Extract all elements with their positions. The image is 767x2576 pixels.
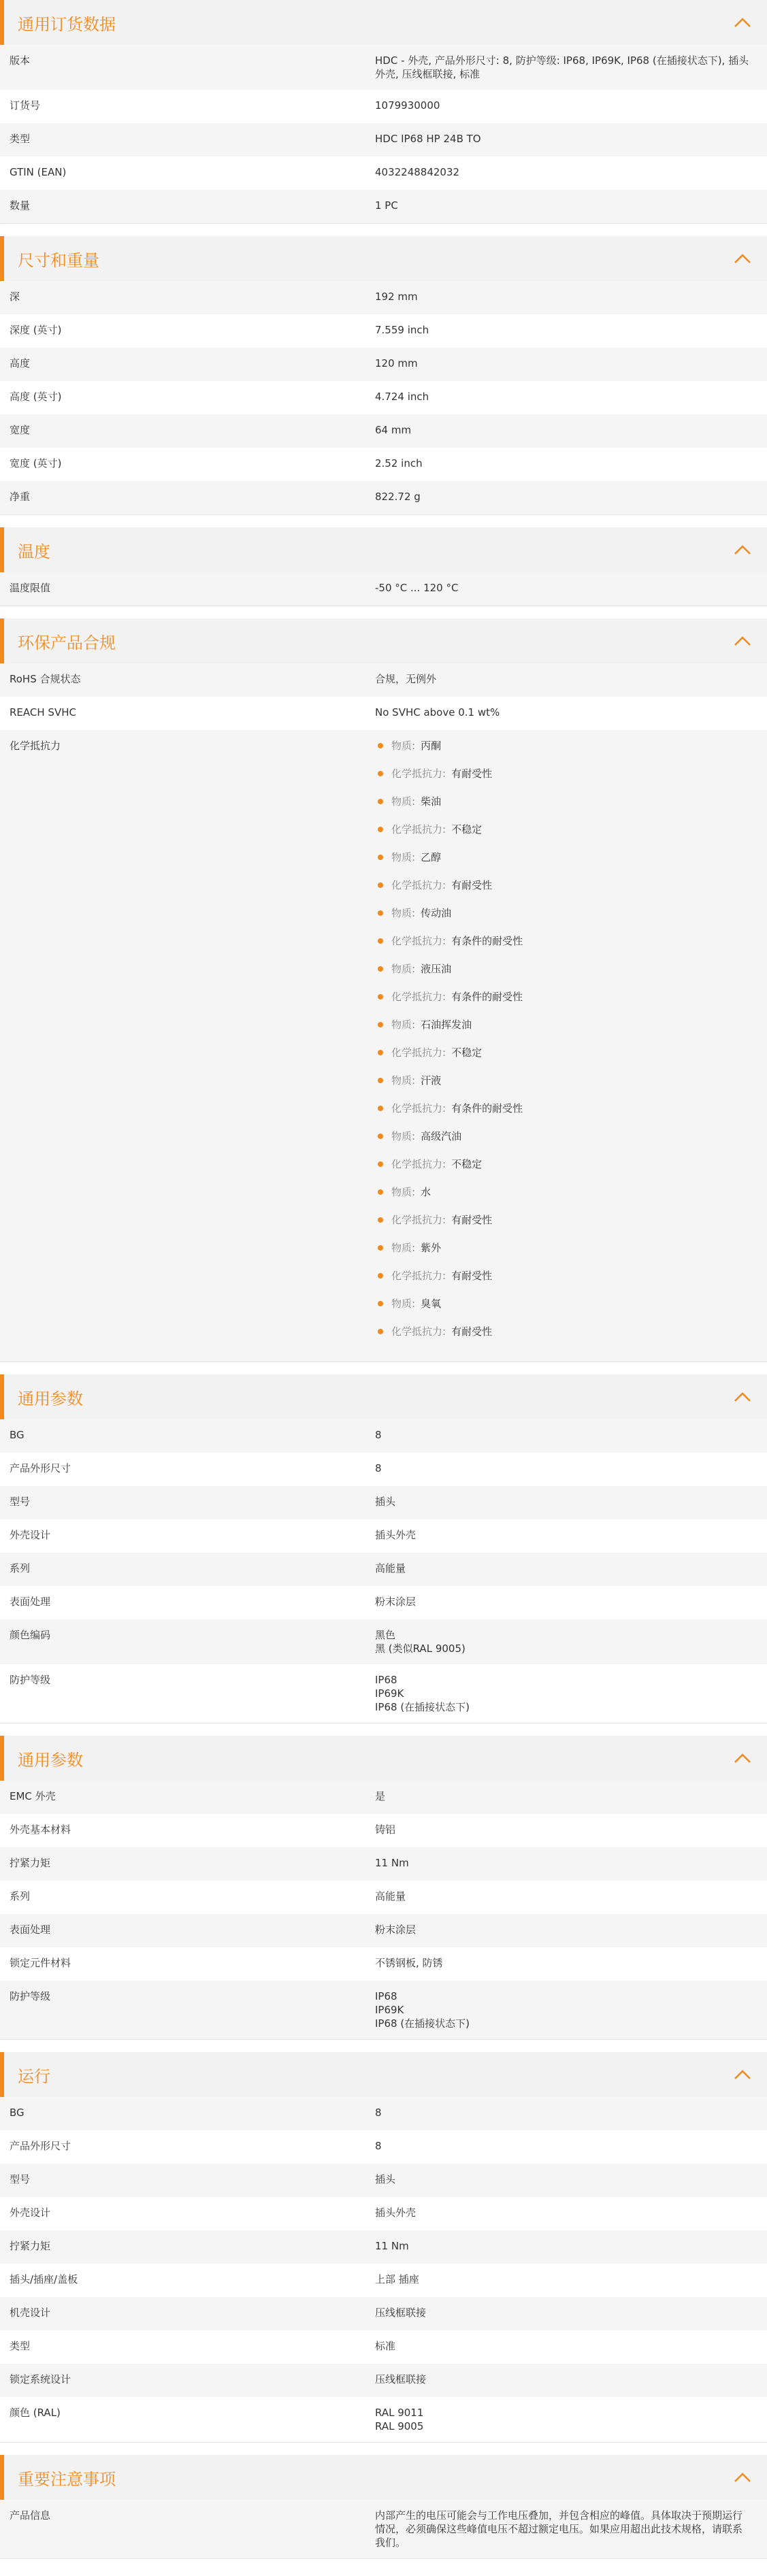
- spec-row: [0, 1664, 767, 1723]
- spec-label: 防护等级: [10, 1990, 51, 2002]
- spec-label: 温度限值: [10, 582, 51, 594]
- chem-list-item: [375, 1157, 749, 1185]
- spec-row: [0, 414, 767, 448]
- section-header[interactable]: [0, 236, 767, 281]
- chem-value: 汗液: [421, 1074, 442, 1087]
- chem-key: 化学抵抗力:: [391, 935, 446, 947]
- section-title: 通用订货数据: [18, 14, 116, 34]
- spec-row: [0, 481, 767, 514]
- spec-row: [0, 156, 767, 190]
- chem-value: 柴油: [421, 795, 442, 808]
- chem-list-item: [375, 823, 749, 851]
- spec-value: No SVHC above 0.1 wt%: [375, 706, 500, 719]
- chem-key: 物质:: [391, 1019, 416, 1031]
- chevron-up-icon[interactable]: [733, 1752, 752, 1764]
- chem-list-item: [375, 1185, 749, 1213]
- section-title: 运行: [18, 2066, 50, 2086]
- spec-label: 高度: [10, 357, 31, 369]
- chem-list-item: [375, 1074, 749, 1102]
- spec-value: 粉末涂层: [375, 1596, 417, 1608]
- chem-key: 化学抵抗力:: [391, 991, 446, 1003]
- section-header[interactable]: [0, 0, 767, 45]
- section-body: [0, 45, 767, 223]
- spec-row: [0, 1453, 767, 1486]
- chevron-up-icon[interactable]: [733, 1391, 752, 1403]
- chem-key: 化学抵抗力:: [391, 823, 446, 836]
- spec-row: [0, 45, 767, 90]
- spec-value: 4.724 inch: [375, 391, 429, 403]
- section-header[interactable]: [0, 1374, 767, 1419]
- spec-label: 净重: [10, 491, 31, 503]
- spec-label: 数量: [10, 199, 31, 212]
- spec-row: [0, 1847, 767, 1881]
- spec-row: [0, 190, 767, 223]
- spec-value: 插头: [375, 1496, 396, 1508]
- spec-row: [0, 314, 767, 348]
- chem-list-item: [375, 1018, 749, 1046]
- bullet-icon: [378, 1050, 383, 1055]
- spec-row: [0, 2297, 767, 2330]
- spec-label: 机壳设计: [10, 2307, 51, 2319]
- spec-row: [0, 2330, 767, 2364]
- chem-list-item: [375, 1297, 749, 1325]
- spec-value: 插头外壳: [375, 1529, 417, 1541]
- bullet-icon: [378, 1189, 383, 1195]
- spec-row: [0, 2230, 767, 2264]
- chem-list-item: [375, 795, 749, 823]
- section-gap: [0, 224, 767, 236]
- spec-label: 系列: [10, 1562, 31, 1574]
- section-gap: [0, 515, 767, 527]
- chevron-up-icon[interactable]: [733, 16, 752, 29]
- spec-row: [0, 572, 767, 606]
- spec-label: 版本: [10, 54, 31, 67]
- section-temp: [0, 527, 767, 606]
- chem-value: 有耐受性: [451, 879, 493, 891]
- chem-key: 物质:: [391, 963, 416, 975]
- section-header[interactable]: [0, 527, 767, 572]
- section-notes: [0, 2455, 767, 2559]
- chem-value: 乙醇: [421, 851, 442, 863]
- spec-row: [0, 1881, 767, 1914]
- section-dims: [0, 236, 767, 515]
- chem-value: 石油挥发油: [421, 1019, 472, 1031]
- spec-value: 铸铝: [375, 1823, 396, 1836]
- spec-label: 型号: [10, 2173, 31, 2185]
- spec-value: 8: [375, 2140, 382, 2152]
- spec-value: 标准: [375, 2340, 396, 2352]
- bullet-icon: [378, 1329, 383, 1334]
- spec-value: 8: [375, 1429, 382, 1441]
- section-body: [0, 1781, 767, 2039]
- spec-value: 高能量: [375, 1890, 406, 1902]
- chem-list-item: [375, 739, 749, 767]
- spec-row: [0, 1947, 767, 1981]
- spec-label: 外壳设计: [10, 2207, 51, 2219]
- spec-value: 120 mm: [375, 357, 418, 369]
- spec-label: 颜色 (RAL): [10, 2407, 61, 2419]
- bullet-icon: [378, 910, 383, 916]
- chem-key: 化学抵抗力:: [391, 879, 446, 891]
- spec-row: [0, 1553, 767, 1586]
- spec-label: 表面处理: [10, 1596, 51, 1608]
- spec-row: [0, 281, 767, 314]
- chem-list-item: [375, 851, 749, 878]
- section-body: [0, 572, 767, 606]
- spec-value: 粉末涂层: [375, 1923, 417, 1936]
- section-gap: [0, 2040, 767, 2052]
- chem-list-item: [375, 1102, 749, 1129]
- bullet-icon: [378, 966, 383, 972]
- spec-value: 1079930000: [375, 99, 440, 112]
- bullet-icon: [378, 1301, 383, 1306]
- spec-label: 高度 (英寸): [10, 391, 62, 403]
- bullet-icon: [378, 1217, 383, 1223]
- spec-value: IP68 IP69K IP68 (在插接状态下): [375, 1674, 470, 1713]
- chem-key: 化学抵抗力:: [391, 1046, 446, 1059]
- bullet-icon: [378, 1106, 383, 1111]
- chemical-resistance-list: [375, 739, 749, 1353]
- section-body: [0, 2097, 767, 2442]
- spec-label: 类型: [10, 2340, 31, 2352]
- bullet-icon: [378, 743, 383, 748]
- section-gap: [0, 2443, 767, 2455]
- chem-value: 有条件的耐受性: [451, 935, 523, 947]
- section-header[interactable]: [0, 2455, 767, 2500]
- spec-row: [0, 1486, 767, 1519]
- chevron-up-icon[interactable]: [733, 2068, 752, 2081]
- spec-row: [0, 663, 767, 697]
- section-order: [0, 0, 767, 224]
- chem-list-item: [375, 1269, 749, 1297]
- chem-value: 有耐受性: [451, 767, 493, 780]
- bullet-icon: [378, 882, 383, 888]
- chem-key: 物质:: [391, 1186, 416, 1198]
- spec-label: 外壳基本材料: [10, 1823, 71, 1836]
- spec-value: 插头外壳: [375, 2207, 417, 2219]
- spec-row: [0, 1781, 767, 1814]
- spec-value: 192 mm: [375, 291, 418, 303]
- spec-label: 锁定元件材料: [10, 1957, 71, 1969]
- chem-value: 不稳定: [451, 1046, 483, 1059]
- spec-row: [0, 2164, 767, 2197]
- chem-value: 高级汽油: [421, 1130, 462, 1142]
- bullet-icon: [378, 994, 383, 1000]
- chem-list-item: [375, 934, 749, 962]
- chem-value: 水: [421, 1186, 431, 1198]
- spec-row: [0, 1419, 767, 1453]
- spec-label: REACH SVHC: [10, 706, 76, 719]
- spec-row-chemical-resistance: [0, 730, 767, 1361]
- chem-value: 不稳定: [451, 1158, 483, 1170]
- chem-key: 化学抵抗力:: [391, 1214, 446, 1226]
- bullet-icon: [378, 799, 383, 804]
- spec-row: [0, 2130, 767, 2164]
- chem-value: 有耐受性: [451, 1270, 493, 1282]
- chevron-up-icon[interactable]: [733, 2471, 752, 2483]
- spec-value: 4032248842032: [375, 166, 460, 178]
- spec-row: [0, 1586, 767, 1619]
- spec-label: 产品信息: [10, 2509, 51, 2522]
- spec-row: [0, 2197, 767, 2230]
- chem-list-item: [375, 767, 749, 795]
- spec-row: [0, 348, 767, 381]
- chem-list-item: [375, 962, 749, 990]
- spec-label: 深: [10, 291, 20, 303]
- chem-key: 物质:: [391, 1298, 416, 1310]
- chem-value: 有条件的耐受性: [451, 1102, 523, 1114]
- chem-key: 物质:: [391, 907, 416, 919]
- section-title: 尺寸和重量: [18, 250, 99, 270]
- section-title: 重要注意事项: [18, 2469, 116, 2489]
- spec-label: 拧紧力矩: [10, 2240, 51, 2252]
- spec-row: [0, 2264, 767, 2297]
- bullet-icon: [378, 938, 383, 944]
- chem-value: 有耐受性: [451, 1214, 493, 1226]
- chem-key: 化学抵抗力:: [391, 1102, 446, 1114]
- spec-label: 订货号: [10, 99, 41, 112]
- chem-key: 物质:: [391, 740, 416, 752]
- spec-row: [0, 2097, 767, 2130]
- section-body: [0, 281, 767, 514]
- chem-list-item: [375, 1046, 749, 1074]
- spec-value: RAL 9011 RAL 9005: [375, 2407, 424, 2432]
- spec-row: [0, 123, 767, 156]
- spec-value: 压线框联接: [375, 2373, 427, 2385]
- section-operation: [0, 2052, 767, 2443]
- spec-label: 产品外形尺寸: [10, 1462, 71, 1474]
- spec-row: [0, 1619, 767, 1664]
- chem-value: 有条件的耐受性: [451, 991, 523, 1003]
- spec-value: 插头: [375, 2173, 396, 2185]
- spec-label: 外壳设计: [10, 1529, 51, 1541]
- spec-label: 深度 (英寸): [10, 324, 62, 336]
- spec-label: 宽度: [10, 424, 31, 436]
- spec-label: BG: [10, 1429, 25, 1441]
- section-header[interactable]: [0, 2052, 767, 2097]
- chevron-up-icon[interactable]: [733, 635, 752, 647]
- section-title: 环保产品合规: [18, 633, 116, 653]
- bullet-icon: [378, 827, 383, 832]
- spec-label: 拧紧力矩: [10, 1857, 51, 1869]
- bullet-icon: [378, 1273, 383, 1278]
- chem-value: 臭氧: [421, 1298, 442, 1310]
- spec-label: 颜色编码: [10, 1629, 51, 1641]
- spec-row: [0, 381, 767, 414]
- spec-label: 锁定系统设计: [10, 2373, 71, 2385]
- chem-key: 化学抵抗力:: [391, 767, 446, 780]
- chem-key: 物质:: [391, 795, 416, 808]
- spec-value: 高能量: [375, 1562, 406, 1574]
- spec-row: [0, 697, 767, 730]
- bullet-icon: [378, 1022, 383, 1027]
- spec-value: 1 PC: [375, 199, 398, 212]
- spec-label: 系列: [10, 1890, 31, 1902]
- bullet-icon: [378, 1161, 383, 1167]
- spec-value: -50 °C ... 120 °C: [375, 582, 459, 594]
- spec-label: 类型: [10, 133, 31, 145]
- chem-list-item: [375, 1325, 749, 1353]
- spec-label: 宽度 (英寸): [10, 457, 62, 469]
- bullet-icon: [378, 1078, 383, 1083]
- spec-label: GTIN (EAN): [10, 166, 67, 178]
- spec-row: [0, 1519, 767, 1553]
- chem-value: 不稳定: [451, 823, 483, 836]
- spec-value: 2.52 inch: [375, 457, 423, 469]
- chem-value: 丙酮: [421, 740, 442, 752]
- chem-value: 传动油: [421, 907, 452, 919]
- spec-value: 11 Nm: [375, 1857, 409, 1869]
- chem-value: 有耐受性: [451, 1325, 493, 1338]
- spec-value: 11 Nm: [375, 2240, 409, 2252]
- spec-value: HDC - 外壳, 产品外形尺寸: 8, 防护等级: IP68, IP69K, IP68 (在插接状态下), 插头外壳, 压线框联接, 标准: [375, 54, 749, 80]
- chevron-up-icon[interactable]: [733, 544, 752, 556]
- chem-list-item: [375, 1241, 749, 1269]
- spec-value: 822.72 g: [375, 491, 421, 503]
- spec-row: [0, 2500, 767, 2558]
- spec-value: HDC IP68 HP 24B TO: [375, 133, 481, 145]
- chem-key: 物质:: [391, 851, 416, 863]
- spec-label: 产品外形尺寸: [10, 2140, 71, 2152]
- section-general1: [0, 1374, 767, 1723]
- spec-label: RoHS 合规状态: [10, 673, 81, 685]
- spec-row: [0, 90, 767, 123]
- section-header[interactable]: [0, 1736, 767, 1781]
- spec-value: 压线框联接: [375, 2307, 427, 2319]
- chem-list-item: [375, 878, 749, 906]
- section-gap: [0, 606, 767, 618]
- spec-value: 不锈钢板, 防锈: [375, 1957, 443, 1969]
- spec-label: 表面处理: [10, 1923, 51, 1936]
- bullet-icon: [378, 1245, 383, 1251]
- spec-row: [0, 1981, 767, 2039]
- spec-value: 64 mm: [375, 424, 412, 436]
- spec-value: 合规，无例外: [375, 673, 437, 685]
- spec-row: [0, 448, 767, 481]
- chem-value: 液压油: [421, 963, 452, 975]
- spec-value: 是: [375, 1790, 386, 1802]
- spec-value: 8: [375, 2107, 382, 2119]
- spec-value: 8: [375, 1462, 382, 1474]
- chem-key: 化学抵抗力:: [391, 1158, 446, 1170]
- section-general2: [0, 1736, 767, 2040]
- chevron-up-icon[interactable]: [733, 252, 752, 265]
- spec-row: [0, 2397, 767, 2442]
- spec-row: [0, 1914, 767, 1947]
- section-title: 通用参数: [18, 1389, 83, 1408]
- chem-key: 化学抵抗力:: [391, 1270, 446, 1282]
- section-gap: [0, 1723, 767, 1736]
- bullet-icon: [378, 855, 383, 860]
- chem-list-item: [375, 906, 749, 934]
- spec-value: IP68 IP69K IP68 (在插接状态下): [375, 1990, 470, 2030]
- spec-label: 防护等级: [10, 1674, 51, 1686]
- spec-label: BG: [10, 2107, 25, 2119]
- spec-row: [0, 1814, 767, 1847]
- bullet-icon: [378, 771, 383, 776]
- spec-value: 上部 插座: [375, 2273, 419, 2285]
- section-body: [0, 1419, 767, 1723]
- chem-key: 物质:: [391, 1130, 416, 1142]
- spec-label: EMC 外壳: [10, 1790, 56, 1802]
- spec-value: 黑色 黑 (类似RAL 9005): [375, 1629, 466, 1655]
- section-title: 通用参数: [18, 1750, 83, 1770]
- spec-value: 7.559 inch: [375, 324, 429, 336]
- chem-key: 物质:: [391, 1242, 416, 1254]
- chem-key: 化学抵抗力:: [391, 1325, 446, 1338]
- chem-list-item: [375, 1213, 749, 1241]
- spec-label: 型号: [10, 1496, 31, 1508]
- section-env: [0, 618, 767, 1362]
- chem-list-item: [375, 990, 749, 1018]
- bullet-icon: [378, 1134, 383, 1139]
- spec-label: 插头/插座/盖板: [10, 2273, 78, 2285]
- chem-list-item: [375, 1129, 749, 1157]
- chem-key: 物质:: [391, 1074, 416, 1087]
- chem-list: [375, 739, 749, 1353]
- spec-label: 化学抵抗力: [10, 740, 61, 752]
- section-body: [0, 663, 767, 1361]
- spec-value: 内部产生的电压可能会与工作电压叠加，并包含相应的峰值。具体取决于预期运行情况，必须确保这些峰值电压不超过额定电压。如果应用超出此技术规格，请联系我们。: [375, 2509, 743, 2549]
- section-title: 温度: [18, 542, 50, 561]
- section-header[interactable]: [0, 618, 767, 663]
- section-body: [0, 2500, 767, 2558]
- chem-value: 紫外: [421, 1242, 442, 1254]
- spec-row: [0, 2364, 767, 2397]
- section-gap: [0, 1362, 767, 1374]
